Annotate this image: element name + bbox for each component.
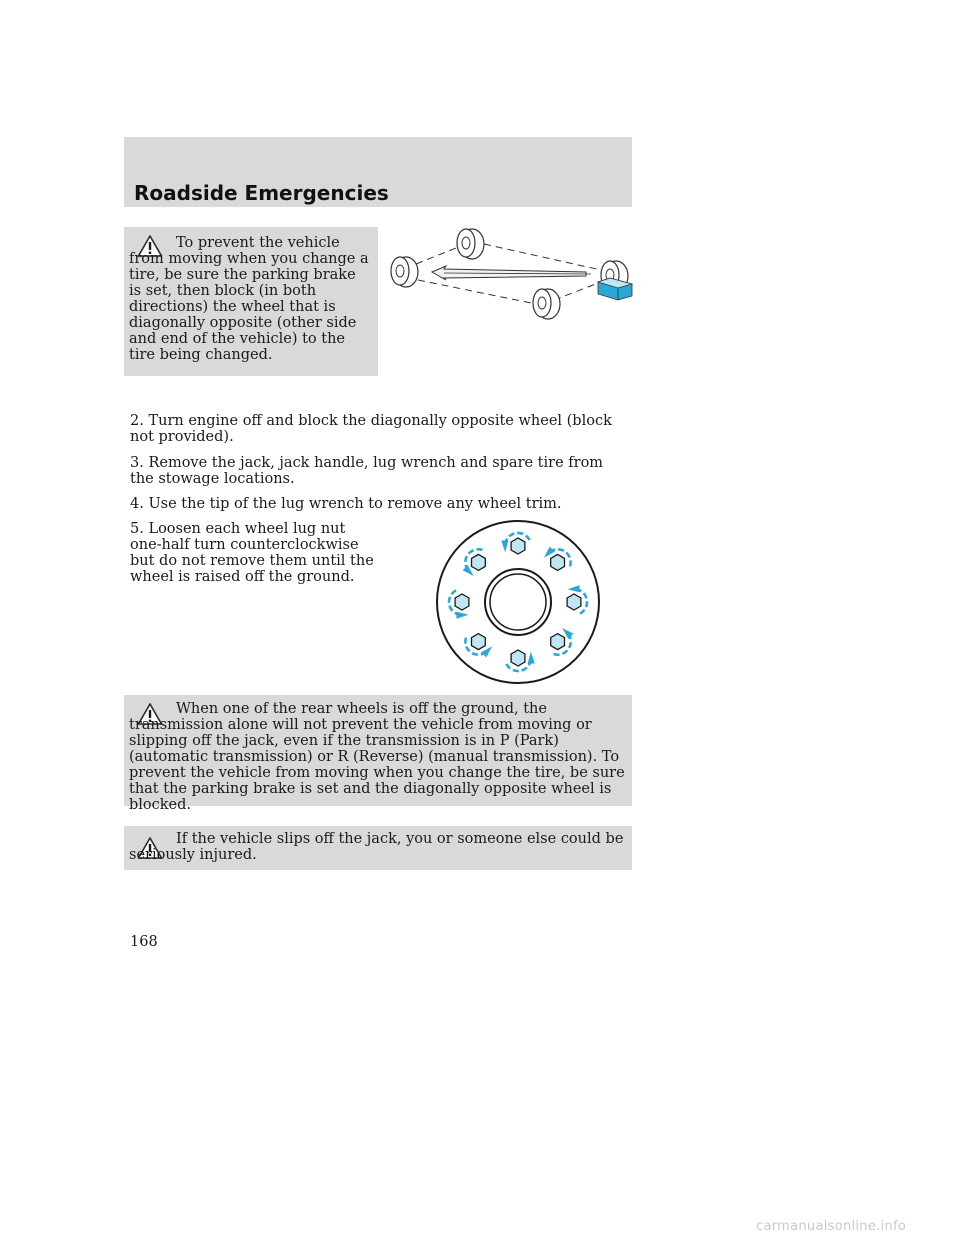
section-title: Roadside Emergencies bbox=[134, 181, 389, 205]
warning-text: To prevent the vehicle from moving when you change a tire, be sure the parking brake is set, then block (in both directions) the wheel that is diagonally opposite (other side and end of the vehicle) to the tire being changed. bbox=[129, 235, 369, 363]
step-5-text: 5. Loosen each wheel lug nut one-half turn counterclockwise but do not remove them until the wheel is raised off the ground. bbox=[130, 521, 374, 585]
warning-box-injury bbox=[124, 826, 632, 870]
warning-text: When one of the rear wheels is off the ground, the transmission alone will not prevent the vehicle from moving or slipping off the jack, even if the transmission is in P (Park) (automatic transmission) or R (Reverse) (manual transmission). To prevent the vehicle from moving when you change the tire, be sure that the parking brake is set and the diagonally opposite wheel is blocked. bbox=[129, 701, 625, 813]
lug-nut-icon bbox=[511, 650, 525, 666]
warning-box-transmission bbox=[124, 695, 632, 813]
step-3-text: 3. Remove the jack, jack handle, lug wrench and spare tire from the stowage locations. bbox=[130, 455, 604, 487]
step-4-text: 4. Use the tip of the lug wrench to remove any wheel trim. bbox=[130, 496, 562, 512]
section-header-band bbox=[124, 137, 632, 207]
lug-nut-icon bbox=[472, 634, 486, 650]
watermark: carmanualsonline.info bbox=[756, 1219, 907, 1234]
lug-nut-icon bbox=[551, 554, 565, 570]
warning-box-parking-brake bbox=[124, 227, 378, 376]
step-2-text: 2. Turn engine off and block the diagonally opposite wheel (block not provided). bbox=[130, 413, 612, 445]
wheel-block-diagram bbox=[386, 222, 636, 326]
lug-nut-icon bbox=[455, 594, 469, 610]
lug-nut-icon bbox=[472, 554, 486, 570]
lug-nut-icon bbox=[511, 538, 525, 554]
warning-text: If the vehicle slips off the jack, you or someone else could be seriously injured. bbox=[129, 831, 624, 863]
lug-nut-icon bbox=[567, 594, 581, 610]
lug-nut-icon bbox=[551, 634, 565, 650]
lug-nut-diagram bbox=[430, 514, 606, 690]
page-number: 168 bbox=[130, 934, 158, 950]
